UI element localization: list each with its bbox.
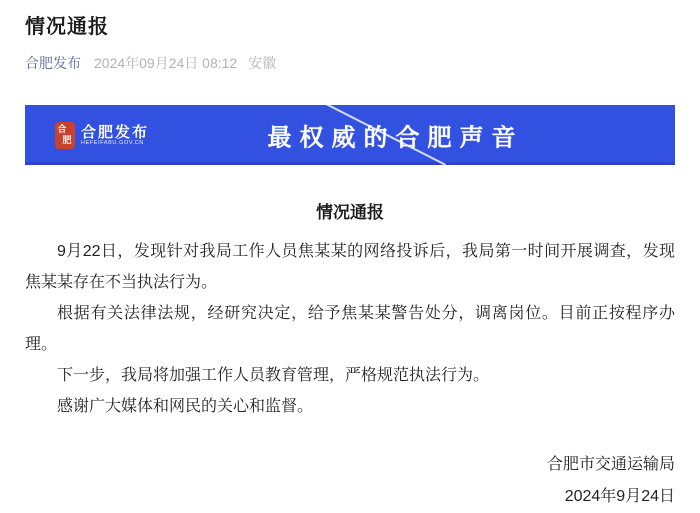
banner-slogan: 最权威的合肥声音	[267, 122, 524, 152]
publish-datetime: 2024年09月24日 08:12	[94, 55, 238, 71]
seal-char-2: 肥	[62, 135, 72, 145]
seal-char-1: 合	[57, 124, 67, 134]
logo-name: 合肥发布	[81, 122, 150, 141]
publisher-link[interactable]: 合肥发布	[25, 55, 81, 71]
article-heading: 情况通报	[316, 203, 384, 222]
publisher-banner	[25, 105, 675, 165]
article-paragraph: 9月22日，发现针对我局工作人员焦某某的网络投诉后，我局第一时间开展调查，发现焦某某存在不当执法行为。	[25, 243, 675, 291]
publish-location: 安徽	[248, 55, 277, 71]
logo-url: HEFEIFABU.GOV.CN	[81, 139, 144, 146]
article-paragraph: 根据有关法律法规，经研究决定，给予焦某某警告处分，调离岗位。目前正按程序办理。	[25, 305, 675, 353]
hefei-fabu-logo	[55, 122, 149, 149]
article-body	[25, 198, 675, 513]
signature-block	[25, 449, 675, 513]
article-meta	[25, 53, 675, 73]
article-paragraph: 感谢广大媒体和网民的关心和监督。	[57, 398, 314, 415]
seal-icon	[55, 122, 75, 149]
signature-org: 合肥市交通运输局	[546, 456, 675, 473]
signature-date: 2024年9月24日	[564, 488, 675, 505]
article-paragraph: 下一步，我局将加强工作人员教育管理，严格规范执法行为。	[57, 367, 490, 384]
page-title: 情况通报	[25, 16, 109, 38]
logo-text	[81, 124, 149, 147]
